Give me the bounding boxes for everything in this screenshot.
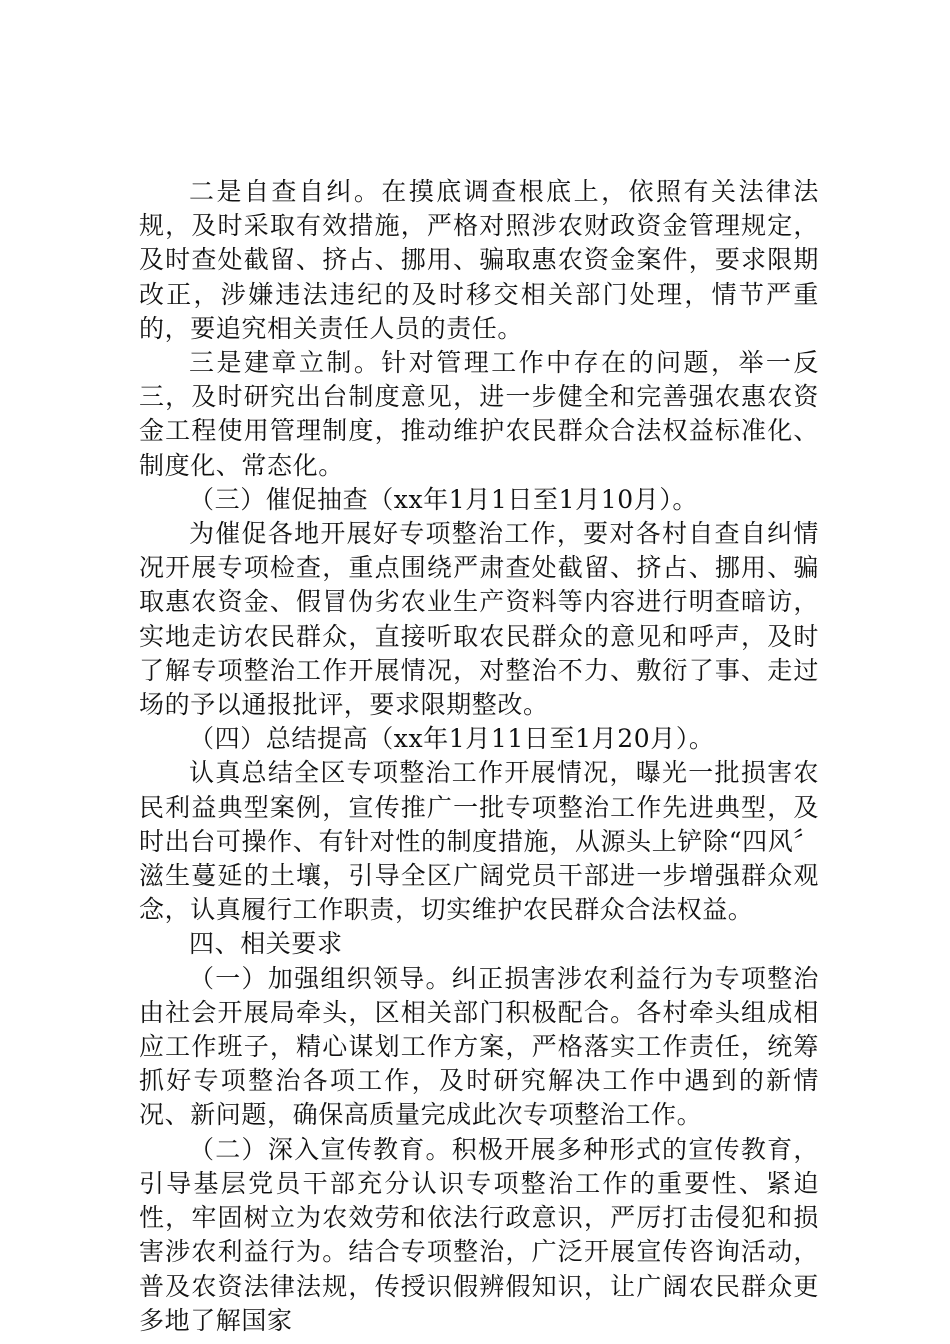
section-heading-summary: （四）总结提高（xx年1月11日至1月20月）。: [189, 724, 715, 754]
paragraph-establish-rules: 三是建章立制。针对管理工作中存在的问题，举一反三，及时研究出台制度意见，进一步健全和完善强农惠农资金工程使用管理制度，推动维护农民群众合法权益标准化、制度化、常态化。: [139, 348, 819, 480]
paragraph-self-inspection: 二是自查自纠。在摸底调查根底上，依照有关法律法规，及时采取有效措施，严格对照涉农财政资金管理规定，及时查处截留、挤占、挪用、骗取惠农资金案件，要求限期改正，涉嫌违法违纪的及时移交相关部门处理，情节严重的，要追究相关责任人员的责任。: [139, 177, 819, 343]
paragraph-supervision-check: 为催促各地开展好专项整治工作，要对各村自查自纠情况开展专项检查，重点围绕严肃查处截留、挤占、挪用、骗取惠农资金、假冒伪劣农业生产资料等内容进行明查暗访，实地走访农民群众，直接听取农民群众的意见和呼声，及时了解专项整治工作开展情况，对整治不力、敷衍了事、走过场的予以通报批评，要求限期整改。: [139, 519, 819, 720]
section-heading-supervision-check: （三）催促抽查（xx年1月1日至1月10月）。: [189, 484, 699, 514]
paragraph-organization-leadership: （一）加强组织领导。纠正损害涉农利益行为专项整治由社会开展局牵头，区相关部门积极配合。各村牵头组成相应工作班子，精心谋划工作方案，严格落实工作责任，统筹抓好专项整治各项工作，及时研究解决工作中遇到的新情况、新问题，确保高质量完成此次专项整治工作。: [139, 963, 819, 1130]
document-body: [139, 175, 819, 1338]
paragraph-publicity-education: （二）深入宣传教育。积极开展多种形式的宣传教育，引导基层党员干部充分认识专项整治工作的重要性、紧迫性，牢固树立为农效劳和依法行政意识，严厉打击侵犯和损害涉农利益行为。结合专项整治，广泛开展宣传咨询活动，普及农资法律法规，传授识假辨假知识，让广阔农民群众更多地了解国家: [139, 1134, 819, 1335]
paragraph-summary: 认真总结全区专项整治工作开展情况，曝光一批损害农民利益典型案例，宣传推广一批专项整治工作先进典型，及时出台可操作、有针对性的制度措施，从源头上铲除“四风〞滋生蔓延的土壤，引导全区广阔党员干部进一步增强群众观念，认真履行工作职责，切实维护农民群众合法权益。: [139, 758, 819, 925]
section-heading-requirements: 四、相关要求: [189, 929, 343, 959]
